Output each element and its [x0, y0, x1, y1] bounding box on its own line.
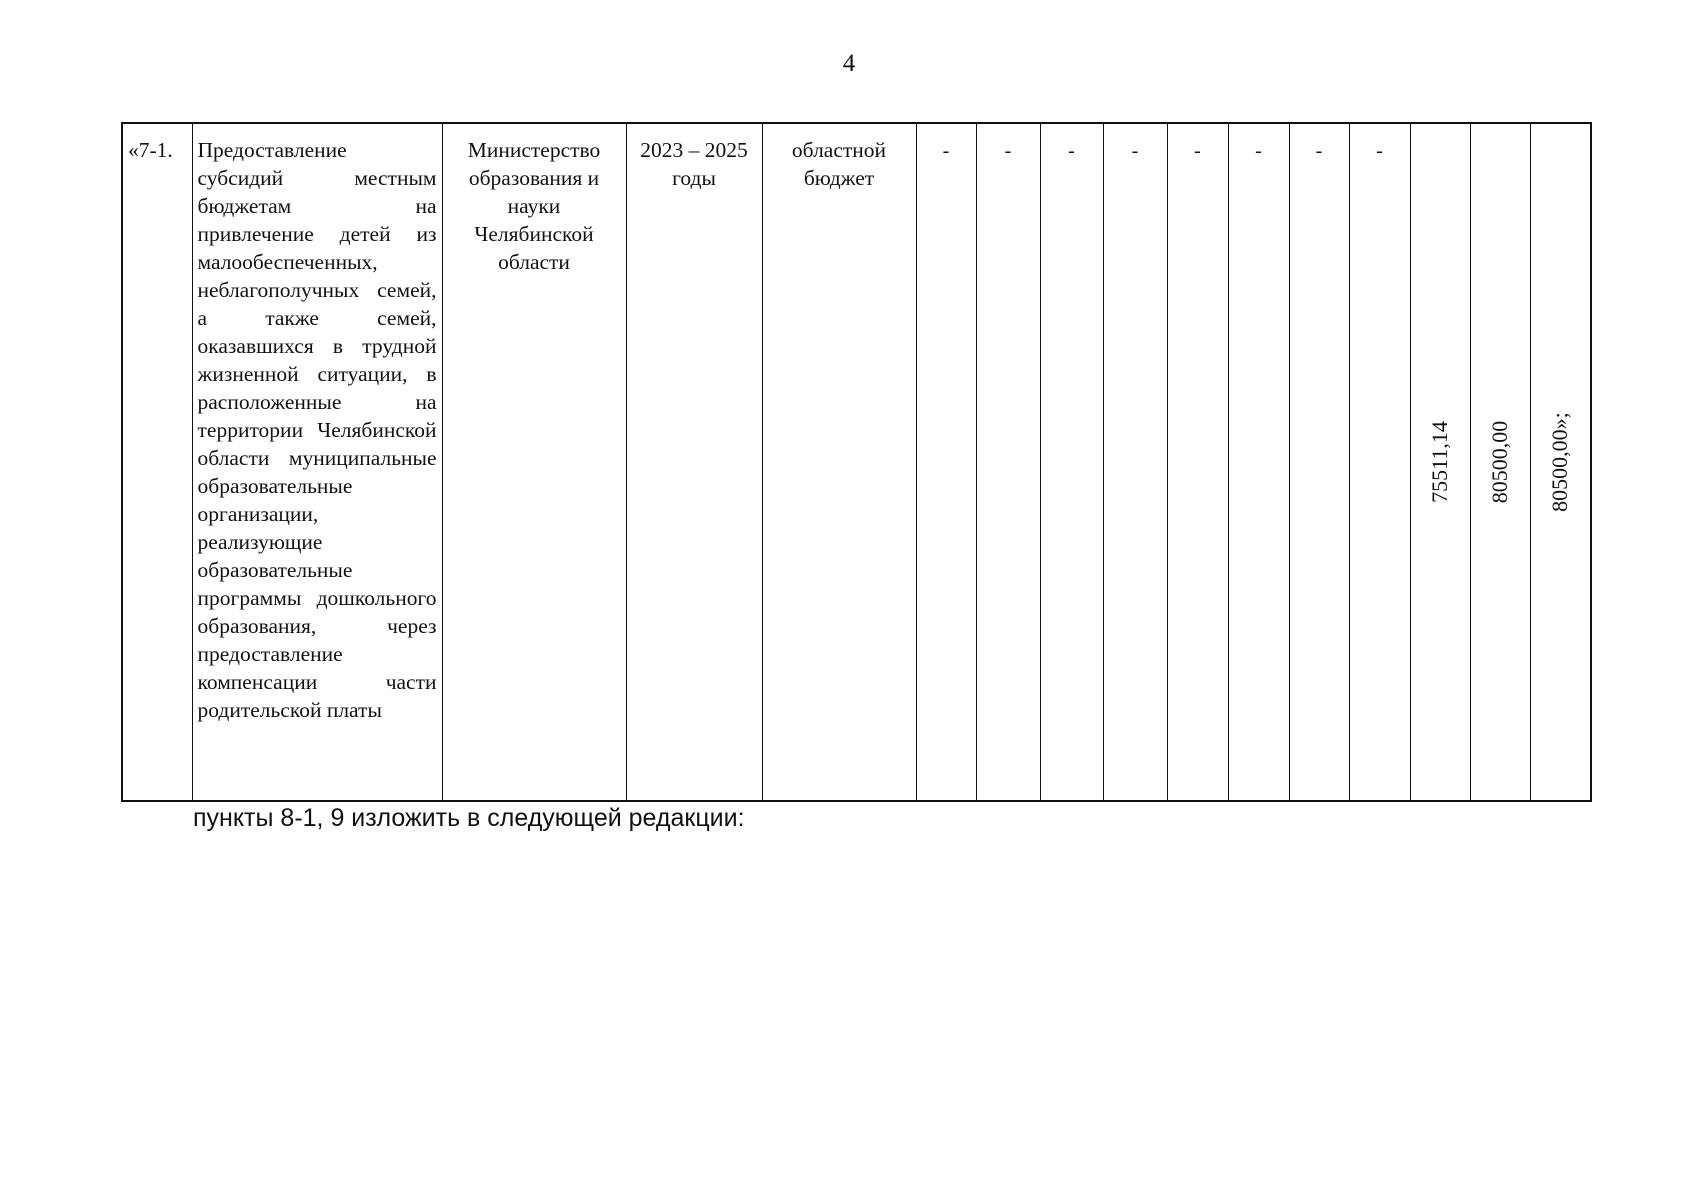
- following-paragraph: пункты 8-1, 9 изложить в следующей редакции:: [193, 804, 745, 832]
- budget-table: [121, 122, 1592, 802]
- cell-row-number: «7-1.: [122, 123, 192, 801]
- value-text: -: [942, 140, 950, 162]
- cell-period: 2023 – 2025 годы: [626, 123, 762, 801]
- cell-funding-source: областной бюджет: [762, 123, 916, 801]
- cell-value-2: [976, 123, 1040, 801]
- value-text: -: [1376, 140, 1383, 162]
- cell-value-1: [916, 123, 976, 801]
- cell-executor: Министерство образования и науки Челябинской области: [442, 123, 626, 801]
- cell-value-8: [1349, 123, 1410, 801]
- page-number: 4: [842, 50, 856, 77]
- cell-value-11: [1530, 123, 1591, 801]
- value-text: 80500,00: [1487, 420, 1512, 504]
- value-text: -: [1068, 140, 1075, 162]
- value-text: -: [1004, 140, 1012, 162]
- table-row: [122, 123, 1591, 801]
- cell-description: Предоставление субсидий местным бюджетам на привлечение детей из малообеспеченных, неблагополучных семей, а также семей, оказавшихся в трудной жизненной ситуации, в расположенные на территории Челябинской области муниципальные образовательные организации, реализующие образовательные программы дошкольного образования, через предоставление компенсации части родительской платы: [192, 123, 442, 801]
- cell-value-10: [1470, 123, 1530, 801]
- value-text: 80500,00»;: [1547, 412, 1573, 512]
- value-text: -: [1131, 140, 1139, 162]
- value-text: -: [1255, 140, 1262, 162]
- cell-value-6: [1228, 123, 1289, 801]
- value-text: -: [1315, 140, 1323, 162]
- cell-value-7: [1289, 123, 1349, 801]
- cell-value-4: [1103, 123, 1167, 801]
- cell-value-5: [1167, 123, 1228, 801]
- value-text: 75511,14: [1427, 421, 1452, 503]
- value-text: -: [1194, 140, 1201, 162]
- cell-value-9: [1410, 123, 1470, 801]
- cell-value-3: [1040, 123, 1103, 801]
